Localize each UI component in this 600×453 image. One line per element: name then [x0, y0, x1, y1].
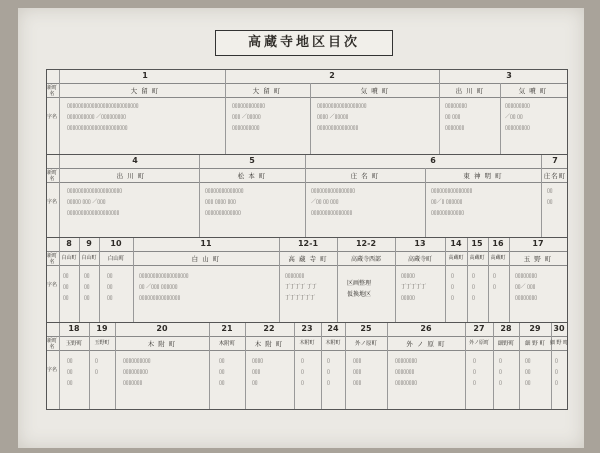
town-name: 木 附 町 — [254, 340, 284, 348]
note-text: 仮換地区 — [347, 291, 372, 298]
section-number: 21 — [221, 324, 233, 333]
row-label-town: 新町名 — [47, 338, 58, 350]
aza-list: ▯▯ ▯▯ ▯▯ — [219, 358, 225, 386]
town-name: 気 噴 町 — [360, 87, 390, 95]
section-number: 26 — [420, 324, 432, 333]
row-label-aza: 字名 — [47, 367, 58, 373]
row-label-town: 新町名 — [47, 85, 58, 97]
town-name: 高蔵町 — [469, 255, 485, 261]
aza-list: ▯ ▯ ▯ — [499, 358, 502, 386]
section-number: 12-2 — [355, 239, 377, 248]
aza-list: ▯ ▯ — [95, 358, 98, 375]
aza-list: ▯ ▯ — [493, 273, 496, 290]
aza-list: ▯▯▯▯▯▯▯▯▯▯▯▯▯▯▯▯▯▯▯▯▯▯▯▯▯▯ ▯▯▯▯▯▯▯▯▯▯ ／▯▯▯▯▯▯▯▯▯ ▯▯▯▯▯▯▯▯▯▯▯▯▯▯▯▯▯▯▯▯▯▯ — [67, 103, 139, 131]
town-name: 細 野 町 — [549, 340, 569, 346]
index-band-3 — [46, 237, 568, 323]
aza-list: ▯▯▯▯▯▯▯▯▯▯▯▯▯▯▯▯ ／▯▯ ▯▯ ▯▯▯ ▯▯▯▯▯▯▯▯▯▯▯▯▯▯▯ — [311, 188, 356, 216]
aza-list: ▯▯▯▯▯▯▯▯ ▯▯▯▯▯▯▯ ▯▯▯▯▯▯▯▯ — [395, 358, 418, 386]
aza-list: ▯▯▯ ▯▯▯ ▯▯▯ — [353, 358, 362, 386]
aza-list: ▯▯▯▯▯▯▯▯▯▯▯▯▯▯ ▯▯▯ ▯▯▯▯ ▯▯▯ ▯▯▯▯▯▯▯▯▯▯▯▯▯ — [205, 188, 244, 216]
section-number: 4 — [132, 156, 138, 165]
aza-list: ▯▯▯▯▯▯▯▯▯▯▯▯▯▯▯▯▯▯▯▯ ▯▯▯▯▯ ▯▯▯ ／▯▯▯ ▯▯▯▯▯▯▯▯▯▯▯▯▯▯▯▯▯▯▯ — [67, 188, 123, 216]
section-number: 8 — [66, 239, 72, 248]
section-number: 20 — [156, 324, 168, 333]
aza-list: ▯▯ ▯▯ ▯▯ — [67, 358, 73, 386]
town-name: 玉 野 町 — [523, 255, 553, 263]
row-label-town: 新町名 — [47, 253, 58, 265]
section-number: 9 — [86, 239, 92, 248]
row-label-aza: 字名 — [47, 114, 58, 120]
section-number: 5 — [249, 156, 255, 165]
aza-list: ▯▯▯▯ ▯▯▯ ▯▯ — [252, 358, 264, 386]
section-number: 1 — [142, 71, 148, 80]
row-label-town: 新町名 — [47, 170, 58, 182]
section-number: 6 — [430, 156, 436, 165]
band-subheader — [47, 83, 567, 98]
section-number: 15 — [471, 239, 483, 248]
town-name: 大 留 町 — [252, 87, 282, 95]
section-number: 24 — [327, 324, 339, 333]
document-page — [18, 8, 584, 448]
town-name: 高蔵町 — [448, 255, 464, 261]
aza-list: ▯ ▯ ▯ — [472, 273, 475, 301]
town-name: 白山町 — [107, 256, 125, 262]
aza-list: ▯▯▯▯▯▯▯ 丁丁丁丁 丁丁 丁丁丁丁丁丁 — [285, 273, 317, 301]
section-number: 28 — [500, 324, 512, 333]
aza-list: ▯▯▯▯▯▯▯▯▯▯▯▯▯▯▯▯▯▯ ▯▯▯▯ ／▯▯▯▯▯ ▯▯▯▯▯▯▯▯▯▯▯▯▯▯▯ — [317, 103, 367, 131]
section-number: 17 — [532, 239, 544, 248]
section-number: 13 — [414, 239, 426, 248]
town-name: 高蔵寺町 — [407, 256, 433, 263]
town-name: 玉野町 — [65, 341, 83, 347]
section-number: 18 — [68, 324, 80, 333]
town-name: 白山町 — [61, 255, 77, 261]
town-name: 木附町 — [325, 340, 341, 346]
aza-list: ▯ ▯ ▯ — [327, 358, 330, 386]
town-name: 木 附 町 — [147, 340, 177, 348]
town-name: 外 ノ 原 町 — [406, 340, 446, 348]
town-name: 白山町 — [81, 255, 97, 261]
page-title: 高蔵寺地区目次 — [215, 30, 393, 56]
town-name: 出 川 町 — [455, 87, 485, 95]
section-number: 27 — [473, 324, 485, 333]
town-name: 木附町 — [299, 340, 315, 346]
town-name: 庄名町 — [543, 172, 567, 180]
aza-list: ▯▯▯▯▯▯▯▯▯▯▯▯▯▯▯▯▯▯ ▯▯ ／▯▯▯ ▯▯▯▯▯▯ ▯▯▯▯▯▯▯▯▯▯▯▯▯▯▯ — [139, 273, 189, 301]
section-number: 7 — [552, 156, 558, 165]
town-name: 出 川 町 — [116, 172, 146, 180]
town-name: 外ノ原町 — [468, 340, 490, 346]
aza-list: ▯▯ ▯▯ ▯▯ — [63, 273, 69, 301]
section-number: 16 — [492, 239, 504, 248]
section-number: 3 — [506, 71, 512, 80]
aza-list: ▯▯▯▯▯▯▯▯ ▯▯／ ▯▯▯ ▯▯▯▯▯▯▯▯ — [515, 273, 538, 301]
town-name: 細 野 町 — [525, 341, 545, 347]
section-number: 14 — [450, 239, 462, 248]
section-number: 30 — [553, 324, 565, 333]
note-text: 区画整理 — [347, 280, 372, 287]
section-number: 2 — [329, 71, 335, 80]
town-name: 高蔵町 — [490, 255, 506, 261]
aza-list: ▯ ▯ ▯ — [451, 273, 454, 301]
section-number: 22 — [263, 324, 275, 333]
aza-list: ▯▯▯▯▯▯▯▯ ▯▯ ▯▯▯ ▯▯▯▯▯▯▯ — [445, 103, 468, 131]
town-name: 大 留 町 — [130, 87, 160, 95]
town-name: 白 山 町 — [191, 255, 221, 263]
town-name: 外ノ原町 — [354, 341, 378, 347]
section-number: 10 — [110, 239, 122, 248]
aza-list: ▯▯ ▯▯ — [547, 188, 553, 205]
band-header — [47, 70, 567, 84]
town-name: 気 噴 町 — [518, 87, 548, 95]
aza-list: ▯▯▯▯▯▯▯▯▯▯▯▯▯▯▯ ▯▯／▯ ▯▯▯▯▯▯ ▯▯▯▯▯▯▯▯▯▯▯▯ — [431, 188, 473, 216]
section-number: 12-1 — [297, 239, 319, 248]
section-number: 29 — [529, 324, 541, 333]
aza-list: ▯▯▯▯▯ 丁丁丁丁丁 ▯▯▯▯▯ — [401, 273, 427, 301]
town-name: 松 本 町 — [237, 172, 267, 180]
aza-list: ▯ ▯ ▯ — [301, 358, 304, 386]
aza-list: ▯▯ ▯▯ ▯▯ — [525, 358, 531, 386]
section-number: 23 — [301, 324, 313, 333]
town-name: 細野町 — [497, 341, 515, 347]
row-label-aza: 字名 — [47, 282, 58, 288]
aza-list: ▯▯▯▯▯▯▯▯▯▯▯▯ ▯▯▯ ／▯▯▯▯▯ ▯▯▯▯▯▯▯▯▯▯ — [232, 103, 266, 131]
aza-list: ▯▯ ▯▯ ▯▯ — [107, 273, 113, 301]
aza-list: ▯▯▯▯▯▯▯▯▯ ／▯▯ ▯▯ ▯▯▯▯▯▯▯▯▯ — [505, 103, 530, 131]
aza-list: ▯▯▯▯▯▯▯▯▯▯ ▯▯▯▯▯▯▯▯▯ ▯▯▯▯▯▯▯ — [123, 358, 151, 386]
town-name: 東 神 明 町 — [463, 172, 503, 180]
town-name: 庄 名 町 — [350, 172, 380, 180]
index-band-1 — [46, 69, 568, 155]
town-name: 木附町 — [218, 341, 236, 347]
section-number: 11 — [200, 239, 212, 248]
town-name: 玉野町 — [94, 340, 110, 346]
aza-list: ▯ ▯ ▯ — [555, 358, 558, 386]
aza-list: ▯ ▯ ▯ — [473, 358, 476, 386]
town-name: 高蔵寺西部 — [350, 256, 382, 263]
town-name: 高 蔵 寺 町 — [288, 255, 328, 263]
index-band-2 — [46, 154, 568, 238]
section-number: 25 — [360, 324, 372, 333]
row-label-aza: 字名 — [47, 199, 58, 205]
section-number: 19 — [96, 324, 108, 333]
index-band-4 — [46, 322, 568, 410]
aza-list: ▯▯ ▯▯ ▯▯ — [84, 273, 90, 301]
band-header — [47, 155, 567, 169]
